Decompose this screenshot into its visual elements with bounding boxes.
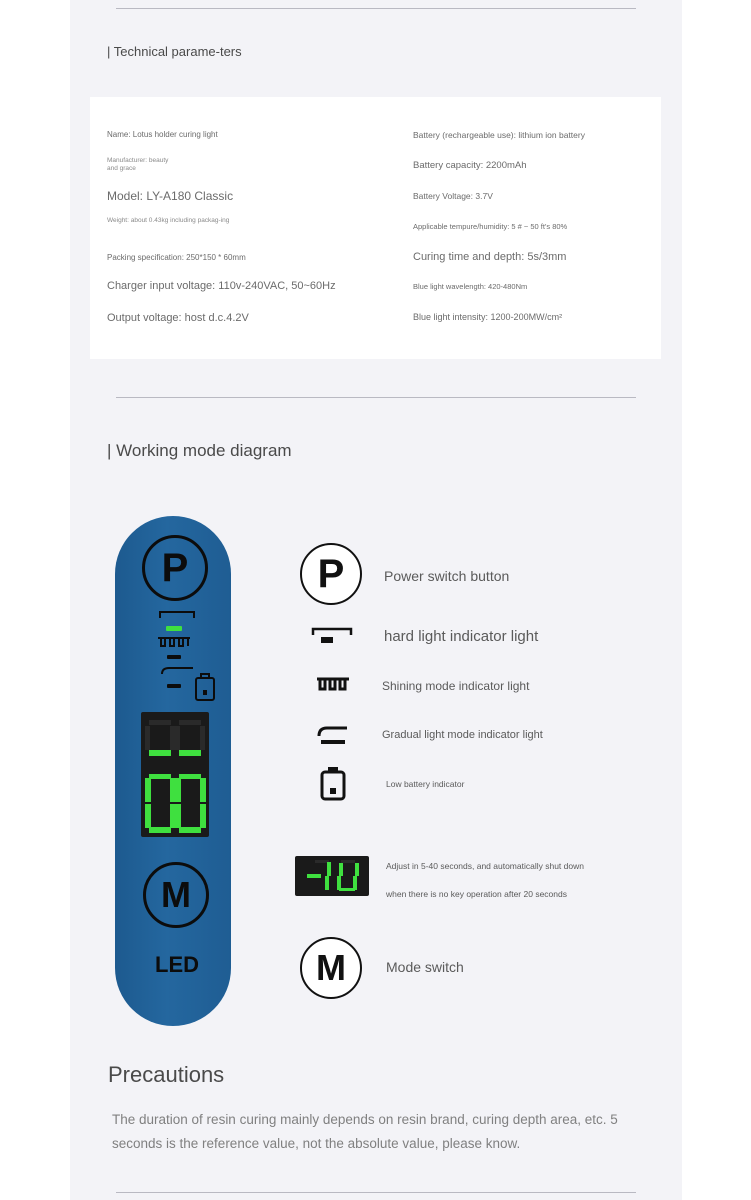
device-display-segments [141, 712, 209, 837]
shining-led [167, 655, 181, 659]
legend-power-label: Power switch button [384, 568, 510, 584]
legend-timer-line2: when there is no key operation after 20 seconds [386, 889, 567, 899]
param-manufacturer: Manufacturer: beauty and grace [107, 157, 169, 172]
hard-light-led-green [166, 626, 182, 631]
param-battery-type: Battery (rechargeable use): lithium ion battery [413, 130, 585, 140]
legend-timer-line1: Adjust in 5-40 seconds, and automatically shut down [386, 861, 584, 871]
shining-mode-indicator-icon [158, 638, 190, 646]
legend-low-battery-label: Low battery indicator [386, 779, 465, 789]
device-mode-letter: M [161, 874, 191, 915]
param-packing: Packing specification: 250*150 * 60mm [107, 253, 246, 262]
device-power-letter: P [161, 545, 189, 590]
legend-shining-icon [315, 675, 351, 697]
low-battery-indicator-icon [196, 674, 214, 700]
hard-light-indicator-icon [160, 612, 194, 618]
param-temperature-humidity: Applicable tempure/humidity: 5 # ~ 50 ft's 80% [413, 222, 568, 231]
top-divider [116, 8, 636, 9]
param-curing-time: Curing time and depth: 5s/3mm [413, 251, 567, 263]
param-weight: Weight: about 0.43kg including packag-ing [107, 217, 230, 224]
gradual-mode-indicator-icon [162, 668, 193, 674]
legend-gradual-label: Gradual light mode indicator light [382, 729, 543, 741]
legend-power-letter: P [317, 551, 345, 596]
legend-power-icon [300, 543, 362, 605]
param-wavelength: Blue light wavelength: 420-480Nm [413, 282, 528, 291]
legend-hard-light-icon [311, 627, 355, 649]
device-seven-segment-display [141, 712, 209, 837]
param-battery-capacity: Battery capacity: 2200mAh [413, 160, 527, 171]
param-battery-voltage: Battery Voltage: 3.7V [413, 191, 493, 201]
legend-mode-label: Mode switch [386, 959, 464, 975]
param-name: Name: Lotus holder curing light [107, 130, 218, 139]
curing-light-device [115, 516, 231, 1026]
legend-shining-label: Shining mode indicator light [382, 679, 530, 693]
working-mode-title: | Working mode diagram [107, 441, 292, 460]
param-model: Model: LY-A180 Classic [107, 189, 234, 203]
param-output-voltage: Output voltage: host d.c.4.2V [107, 312, 249, 324]
technical-heading: | Technical parame-ters [107, 44, 242, 59]
device-indicators [115, 608, 231, 708]
legend-display-segments [295, 856, 369, 896]
device-power-button [142, 535, 208, 601]
legend-low-battery-icon [318, 766, 348, 802]
param-intensity: Blue light intensity: 1200-200MW/cm² [413, 312, 563, 322]
legend-mode-icon [300, 937, 362, 999]
legend-gradual-icon [315, 724, 351, 746]
legend-hard-light-label: hard light indicator light [384, 628, 539, 645]
technical-parameters-panel [90, 97, 661, 359]
precautions-title: Precautions [108, 1062, 225, 1087]
param-charger-voltage: Charger input voltage: 110v-240VAC, 50~60Hz [107, 280, 336, 292]
mid-divider [116, 397, 636, 398]
device-mode-button [143, 862, 209, 928]
device-brand-label: LED [155, 952, 199, 977]
precautions-text: The duration of resin curing mainly depends on resin brand, curing depth area, etc. 5 seconds is the reference value, not the absolute value, please know. [112, 1112, 618, 1151]
legend-timer-display [295, 856, 369, 896]
gradual-led [167, 684, 181, 688]
legend-mode-letter: M [316, 947, 346, 988]
low-battery-mark [203, 690, 207, 695]
bottom-divider [116, 1192, 636, 1193]
